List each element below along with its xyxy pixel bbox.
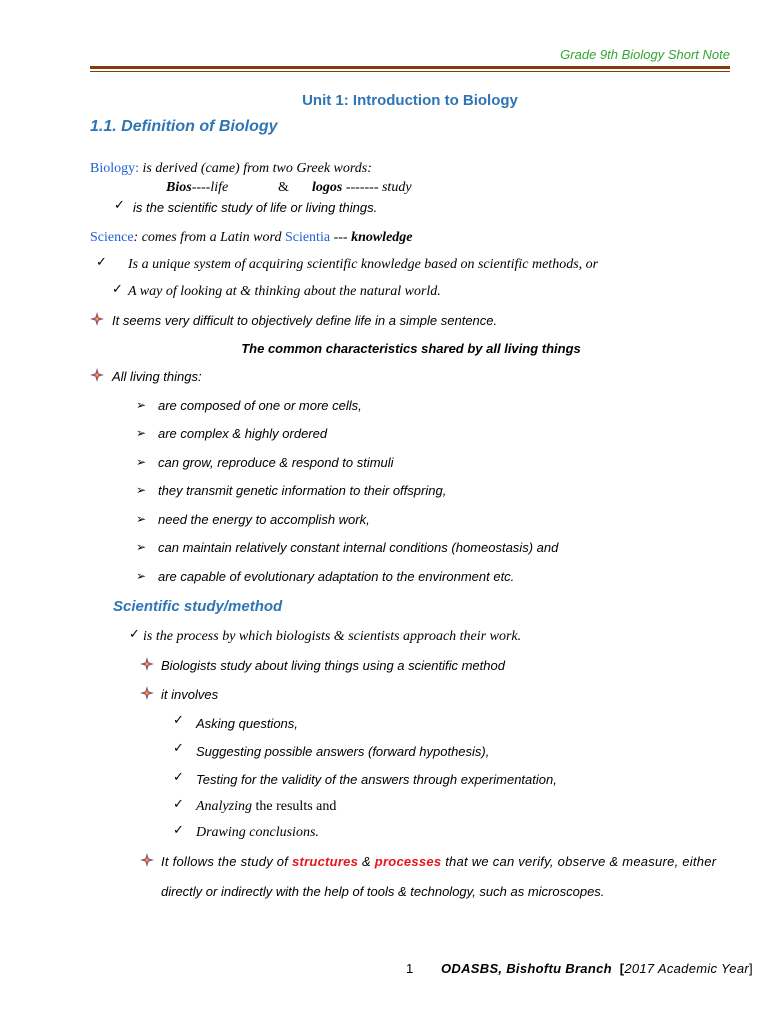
star-bullet-icon: [140, 657, 154, 671]
star-bullet-icon: [140, 853, 154, 867]
method-follows-line-2: directly or indirectly with the help of tools & technology, such as microscopes.: [161, 884, 605, 899]
star-bullet-icon: [90, 312, 104, 326]
biology-term: Biology:: [90, 161, 140, 176]
logos-meaning: ------- study: [342, 180, 412, 195]
arrow-bullet-icon: ➢: [136, 426, 147, 440]
checkmark-icon: ✓: [173, 741, 184, 756]
ampersand: &: [278, 180, 289, 195]
science-intro: : comes from a Latin word: [133, 230, 285, 245]
header-rule-thin: [90, 71, 730, 72]
characteristic-item: can maintain relatively constant internal conditions (homeostasis) and: [158, 540, 559, 555]
footer-text: [441, 961, 753, 976]
bios-meaning: ----life: [191, 180, 229, 195]
method-step: Testing for the validity of the answers through experimentation,: [196, 772, 557, 787]
running-header: Grade 9th Biology Short Note: [560, 47, 730, 62]
star-bullet-icon: [90, 368, 104, 382]
biology-point: is the scientific study of life or living things.: [133, 200, 378, 215]
checkmark-icon: ✓: [112, 282, 123, 297]
science-term: Science: [90, 230, 134, 245]
method-step: Asking questions,: [196, 716, 298, 731]
processes-word: processes: [374, 854, 442, 869]
science-definition-line: [90, 230, 413, 246]
checkmark-icon: ✓: [96, 255, 107, 270]
method-point-2: it involves: [161, 687, 219, 702]
footer-bracket-close: ]: [748, 961, 753, 976]
knowledge-word: knowledge: [351, 230, 413, 245]
section-title: 1.1. Definition of Biology: [90, 118, 278, 135]
arrow-bullet-icon: ➢: [136, 455, 147, 469]
header-rule-thick: [90, 66, 730, 69]
follows-amp: &: [358, 854, 375, 869]
greek-words-line: [166, 180, 228, 196]
scientia-word: Scientia: [284, 230, 331, 245]
characteristic-item: are capable of evolutionary adaptation to the environment etc.: [158, 569, 515, 584]
method-step-analyzing: [196, 799, 336, 815]
characteristic-item: can grow, reproduce & respond to stimuli: [158, 455, 394, 470]
characteristic-item: are complex & highly ordered: [158, 426, 328, 441]
footer-org: ODASBS, Bishoftu Branch: [441, 961, 612, 976]
characteristic-item: they transmit genetic information to their offspring,: [158, 483, 447, 498]
biology-derivation: is derived (came) from two Greek words:: [139, 161, 372, 176]
science-dashes: ---: [330, 230, 352, 245]
method-step: Suggesting possible answers (forward hypothesis),: [196, 744, 490, 759]
characteristic-item: need the energy to accomplish work,: [158, 512, 370, 527]
follows-text-a: It follows the study of: [161, 854, 293, 869]
checkmark-icon: ✓: [129, 627, 140, 642]
method-heading: Scientific study/method: [113, 598, 283, 615]
structures-word: structures: [292, 854, 359, 869]
science-point-2: A way of looking at & thinking about the natural world.: [128, 284, 441, 299]
method-definition: is the process by which biologists & scientists approach their work.: [143, 629, 522, 644]
arrow-bullet-icon: ➢: [136, 540, 147, 554]
unit-title: Unit 1: Introduction to Biology: [302, 92, 518, 109]
science-point-1: Is a unique system of acquiring scientific knowledge based on scientific methods, or: [128, 257, 599, 272]
method-point-1: Biologists study about living things using a scientific method: [161, 658, 505, 673]
arrow-bullet-icon: ➢: [136, 512, 147, 526]
bios-word: Bios: [166, 180, 192, 195]
footer-bracket-open: [: [619, 961, 625, 976]
checkmark-icon: ✓: [173, 713, 184, 728]
checkmark-icon: ✓: [173, 823, 184, 838]
logos-word: logos: [312, 180, 343, 195]
arrow-bullet-icon: ➢: [136, 398, 147, 412]
characteristic-item: are composed of one or more cells,: [158, 398, 362, 413]
page-number: 1: [406, 961, 414, 976]
analyzing-word: Analyzing: [196, 799, 252, 814]
checkmark-icon: ✓: [114, 198, 125, 213]
arrow-bullet-icon: ➢: [136, 483, 147, 497]
arrow-bullet-icon: ➢: [136, 569, 147, 583]
life-note: It seems very difficult to objectively define life in a simple sentence.: [112, 313, 498, 328]
living-things-intro: All living things:: [112, 369, 202, 384]
analyzing-rest: the results and: [252, 799, 337, 814]
characteristics-heading: The common characteristics shared by all living things: [241, 341, 581, 356]
follows-text-b: that we can verify, observe & measure, either: [441, 854, 717, 869]
star-bullet-icon: [140, 686, 154, 700]
method-follows-line-1: [161, 854, 716, 869]
checkmark-icon: ✓: [173, 770, 184, 785]
footer-year: 2017 Academic Year: [624, 961, 749, 976]
biology-definition-line: [90, 161, 372, 177]
checkmark-icon: ✓: [173, 797, 184, 812]
method-step-drawing: Drawing conclusions.: [196, 825, 319, 840]
logos-line: [312, 180, 412, 196]
